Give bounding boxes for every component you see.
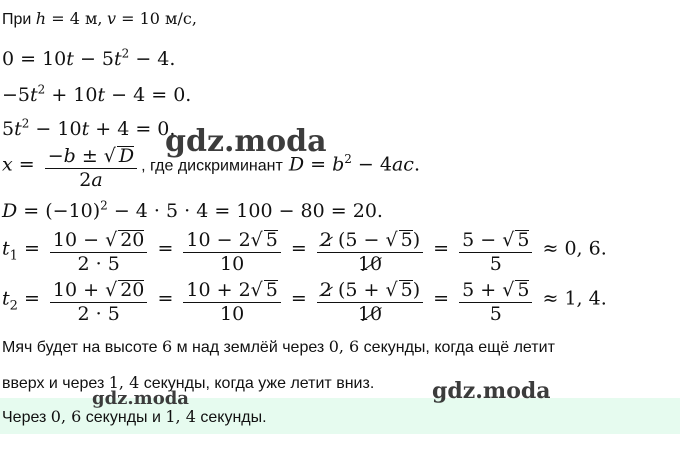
conclusion-line-2: вверх и через 1, 4 секунды, когда уже летит вниз. xyxy=(2,373,375,392)
equation-1: $0 = 10t - 5t^2 - 4$. xyxy=(2,46,176,70)
given-prefix: При xyxy=(2,11,32,28)
root-t1: $t_1$ = $\frac{10 - √ 20}{2 \cdot 5}$ = $\frac{10 - 2√ 5}{10}$ = $\frac{2 (5 - √ 5)}{10}$ = $\frac{5 - √ 5}{5}$ ≈ 0, 6. xyxy=(2,228,607,271)
watermark-logo: gdz.moda xyxy=(92,388,189,409)
quadratic-formula: x = $\frac{-b \pm √ D}{2a}$ , где дискриминант $D = b^2 - 4ac$. xyxy=(2,145,420,187)
equation-2: $-5t^2 + 10t - 4 = 0$. xyxy=(2,82,192,106)
given-h: h = 4 м, xyxy=(35,9,103,28)
watermark-logo: gdz.moda xyxy=(432,378,551,404)
equation-3: $5t^2 - 10t + 4 = 0$. xyxy=(2,116,176,140)
answer-text: Через 0, 6 секунды и 1, 4 секунды. xyxy=(2,407,267,426)
formula-text: , где дискриминант xyxy=(141,157,283,175)
root-t2: $t_2$ = $\frac{10 + √ 20}{2 \cdot 5}$ = $\frac{10 + 2√ 5}{10}$ = $\frac{2 (5 + √ 5)}{10}$ = $\frac{5 + √ 5}{5}$ ≈ 1, 4. xyxy=(2,278,607,321)
conclusion-line-1: Мяч будет на высоте 6 м над землёй через 0, 6 секунды, когда ещё летит xyxy=(2,337,555,356)
formula-fraction: $\frac{-b \pm √ D}{2a}$ xyxy=(45,144,137,187)
given-v: v = 10 м/с, xyxy=(106,9,197,28)
line-given xyxy=(2,8,197,31)
discriminant: $D = (-10)^2 - 4 \cdot 5 \cdot 4 = 100 - 80 = 20$. xyxy=(2,198,383,222)
watermark-logo: gdz.moda xyxy=(165,124,327,159)
